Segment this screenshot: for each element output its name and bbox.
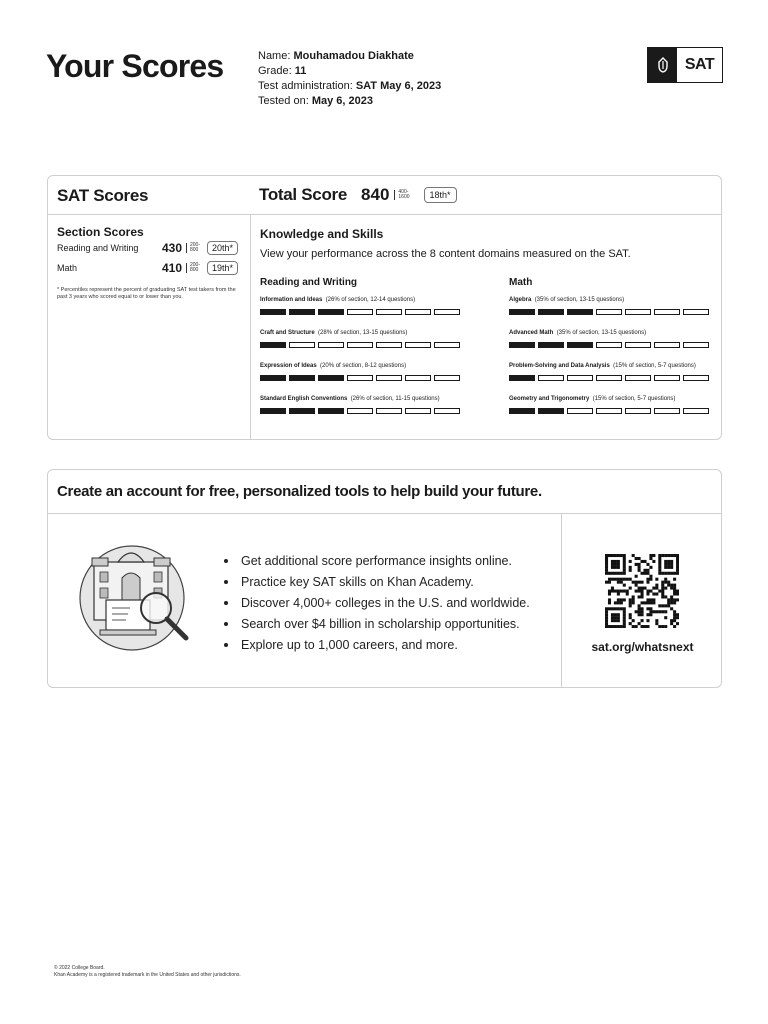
performance-segment [509, 375, 535, 381]
knowledge-skills-panel [252, 215, 722, 440]
promo-bullet-list [224, 550, 530, 655]
performance-segment [260, 309, 286, 315]
section-percentile-badge: 19th* [207, 261, 238, 275]
performance-bar [260, 408, 463, 414]
performance-segment [567, 375, 593, 381]
performance-segment [405, 342, 431, 348]
performance-segment [289, 309, 315, 315]
performance-segment [683, 309, 709, 315]
performance-segment [625, 408, 651, 414]
total-score [259, 184, 457, 206]
performance-segment [596, 375, 622, 381]
performance-segment [509, 309, 535, 315]
performance-segment [683, 408, 709, 414]
section-range: 200- 800 [186, 263, 200, 273]
grade-value: 11 [294, 65, 307, 77]
domain-row [509, 363, 712, 396]
performance-segment [596, 309, 622, 315]
student-name: Mouhamadou Diakhate [293, 50, 414, 62]
performance-segment [289, 375, 315, 381]
performance-segment [625, 375, 651, 381]
performance-segment [567, 309, 593, 315]
domain-label: Geometry and Trigonometry (15% of section, 5-7 questions) [509, 396, 676, 402]
performance-segment [347, 342, 373, 348]
performance-segment [509, 342, 535, 348]
list-item: Search over $4 billion in scholarship opportunities. [224, 613, 530, 634]
total-score-label: Total Score [259, 185, 348, 204]
performance-bar [509, 408, 712, 414]
grade-line: Grade: 11 [258, 65, 307, 77]
domain-label: Craft and Structure (28% of section, 13-15 questions) [260, 330, 408, 336]
section-range: 200- 800 [186, 243, 200, 253]
whats-next-link[interactable]: sat.org/whatsnext [591, 640, 694, 654]
performance-segment [318, 408, 344, 414]
promo-title: Create an account for free, personalized tools to help build your future. [57, 483, 542, 500]
domain-label: Algebra (35% of section, 13-15 questions) [509, 297, 625, 303]
performance-segment [538, 309, 564, 315]
performance-segment [654, 408, 680, 414]
performance-segment [260, 408, 286, 414]
domain-row [509, 396, 712, 429]
performance-segment [260, 375, 286, 381]
performance-segment [538, 375, 564, 381]
performance-segment [596, 342, 622, 348]
list-item: Discover 4,000+ colleges in the U.S. and worldwide. [224, 592, 530, 613]
domain-row [509, 297, 712, 330]
list-item: Explore up to 1,000 careers, and more. [224, 634, 530, 655]
administration-line: Test administration: SAT May 6, 2023 [258, 80, 442, 92]
performance-segment [376, 375, 402, 381]
performance-bar [509, 375, 712, 381]
section-row-math [57, 260, 243, 276]
page-title: Your Scores [46, 48, 224, 84]
percentile-footnote: * Percentiles represent the percent of graduating SAT test takers from the past 3 years who scored equal to or lower than you. [57, 287, 236, 300]
domain-label: Information and Ideas (26% of section, 12-14 questions) [260, 297, 416, 303]
promo-divider [561, 514, 562, 688]
promo-header [48, 470, 721, 514]
section-score: 430 [161, 241, 182, 255]
performance-bar [260, 342, 463, 348]
performance-segment [434, 342, 460, 348]
domain-label: Standard English Conventions (26% of section, 11-15 questions) [260, 396, 440, 402]
section-scores-heading: Section Scores [57, 225, 144, 239]
domain-row [509, 330, 712, 363]
college-illustration [78, 542, 196, 659]
performance-segment [347, 375, 373, 381]
performance-bar [260, 375, 463, 381]
sat-logo [647, 47, 723, 83]
performance-segment [538, 342, 564, 348]
domain-row [260, 363, 463, 396]
performance-segment [376, 309, 402, 315]
tested-on-line: Tested on: May 6, 2023 [258, 95, 373, 107]
section-scores-panel [48, 215, 251, 440]
performance-bar [260, 309, 463, 315]
performance-segment [567, 408, 593, 414]
knowledge-skills-heading: Knowledge and Skills [260, 227, 384, 241]
sat-scores-heading: SAT Scores [57, 186, 149, 205]
performance-bar [509, 342, 712, 348]
performance-segment [376, 408, 402, 414]
performance-segment [625, 309, 651, 315]
performance-segment [405, 408, 431, 414]
performance-segment [376, 342, 402, 348]
performance-segment [538, 408, 564, 414]
section-name: Math [57, 263, 78, 273]
scores-card [47, 175, 722, 440]
performance-segment [318, 342, 344, 348]
acorn-icon [648, 48, 677, 82]
total-score-range: 400- 1600 [394, 190, 409, 200]
domain-column-title: Math [509, 277, 533, 288]
list-item: Get additional score performance insights online. [224, 550, 530, 571]
copyright-notice: © 2022 College Board. Khan Academy is a registered trademark in the United States and other jurisdictions. [54, 965, 241, 978]
performance-segment [318, 375, 344, 381]
performance-segment [683, 342, 709, 348]
performance-segment [654, 375, 680, 381]
total-score-value: 840 [361, 185, 390, 204]
performance-segment [347, 309, 373, 315]
tested-on-value: May 6, 2023 [311, 95, 373, 107]
scores-header [48, 176, 721, 215]
performance-segment [625, 342, 651, 348]
performance-segment [405, 309, 431, 315]
total-percentile-badge: 18th* [424, 187, 457, 203]
performance-segment [347, 408, 373, 414]
section-percentile-badge: 20th* [207, 241, 238, 255]
domain-column-title: Reading and Writing [260, 277, 358, 288]
performance-segment [434, 375, 460, 381]
reading-writing-domains [260, 277, 463, 429]
domain-row [260, 330, 463, 363]
student-name-line: Name: Mouhamadou Diakhate [258, 50, 414, 62]
administration-value: SAT May 6, 2023 [355, 80, 442, 92]
knowledge-skills-subtitle: View your performance across the 8 content domains measured on the SAT. [260, 248, 631, 260]
section-row-reading-writing [57, 240, 243, 256]
performance-segment [289, 342, 315, 348]
performance-segment [654, 342, 680, 348]
performance-segment [596, 408, 622, 414]
domain-label: Expression of Ideas (20% of section, 8-12 questions) [260, 363, 407, 369]
domain-label: Advanced Math (35% of section, 13-15 questions) [509, 330, 647, 336]
domain-label: Problem-Solving and Data Analysis (15% of section, 5-7 questions) [509, 363, 696, 369]
performance-segment [434, 408, 460, 414]
list-item: Practice key SAT skills on Khan Academy. [224, 571, 530, 592]
qr-code[interactable] [605, 554, 679, 633]
student-info [258, 49, 441, 109]
performance-segment [289, 408, 315, 414]
performance-segment [683, 375, 709, 381]
performance-segment [567, 342, 593, 348]
performance-segment [434, 309, 460, 315]
account-promo-card [47, 469, 722, 688]
performance-bar [509, 309, 712, 315]
performance-segment [509, 408, 535, 414]
domain-row [260, 297, 463, 330]
performance-segment [318, 309, 344, 315]
performance-segment [405, 375, 431, 381]
math-domains [509, 277, 712, 429]
sat-logo-text: SAT [684, 56, 715, 73]
domain-row [260, 396, 463, 429]
section-score: 410 [161, 261, 182, 275]
performance-segment [260, 342, 286, 348]
section-name: Reading and Writing [57, 243, 139, 253]
performance-segment [654, 309, 680, 315]
